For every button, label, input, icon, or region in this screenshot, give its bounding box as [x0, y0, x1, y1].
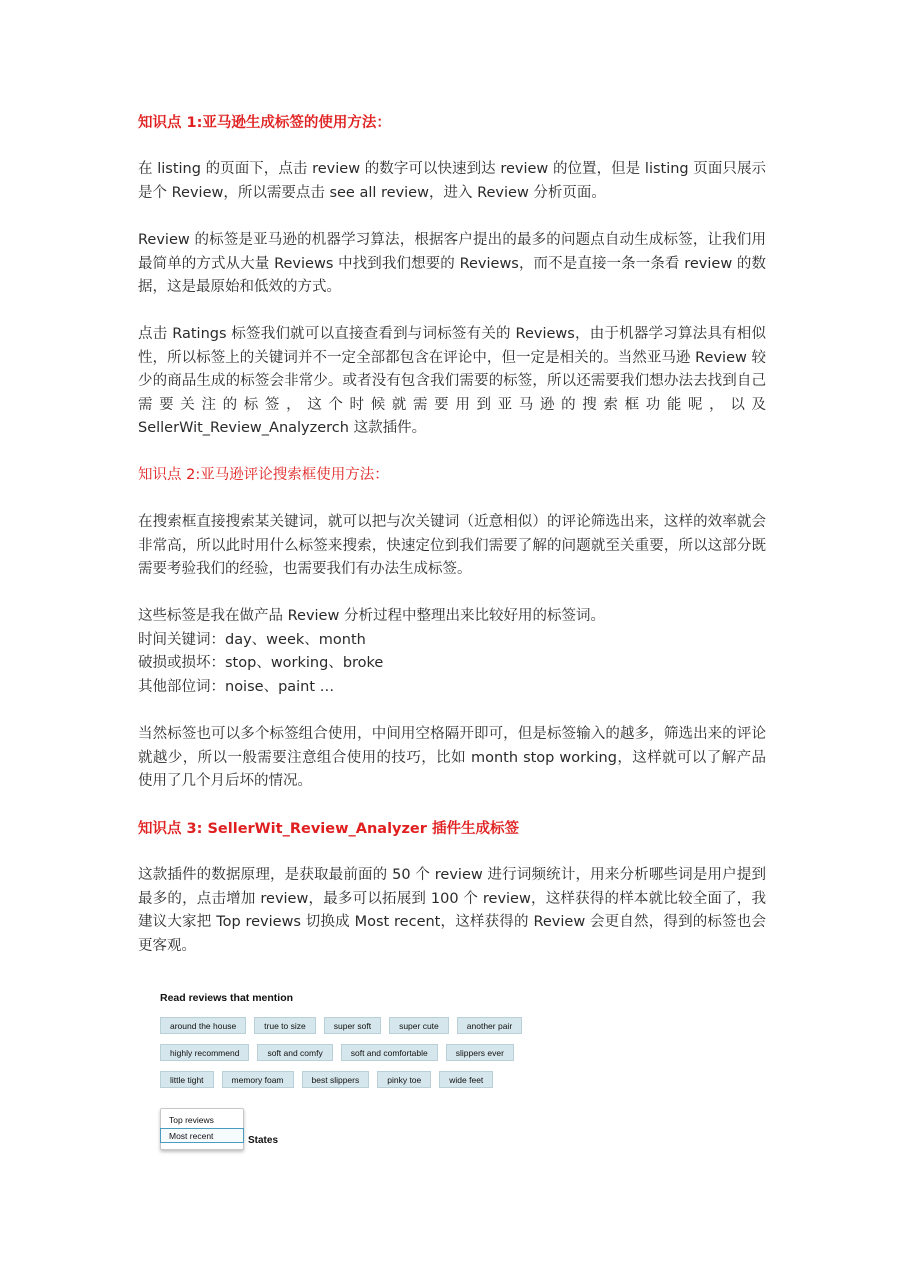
section1-paragraph-2: Review 的标签是亚马逊的机器学习算法，根据客户提出的最多的问题点自动生成标签，让我们用最简单的方式从大量 Reviews 中找到我们想要的 Reviews，而不是直接一条一条看 review 的数据，这是最原始和低效的方式。 — [138, 232, 766, 295]
review-tag[interactable]: super soft — [324, 1017, 381, 1034]
section1-heading: 知识点 1:亚马逊生成标签的使用方法： — [138, 115, 391, 131]
section1-paragraph-1: 在 listing 的页面下，点击 review 的数字可以快速到达 review 的位置，但是 listing 页面只展示是个 Review，所以需要点击 see all review，进入 Review 分析页面。 — [138, 161, 766, 201]
keyword-line-damage: 破损或损坏：stop、working、broke — [138, 655, 384, 671]
review-tag[interactable]: best slippers — [302, 1071, 370, 1088]
review-tag[interactable]: little tight — [160, 1071, 214, 1088]
sort-option-top-reviews[interactable]: Top reviews — [169, 1115, 214, 1125]
read-reviews-title: Read reviews that mention — [160, 992, 294, 1004]
states-label: States — [248, 1135, 279, 1146]
tag-row-1 — [160, 1017, 522, 1034]
review-tag[interactable]: soft and comfy — [257, 1044, 332, 1061]
review-tag[interactable]: pinky toe — [377, 1071, 431, 1088]
review-tags-screenshot — [160, 990, 560, 1160]
section2-heading: 知识点 2:亚马逊评论搜索框使用方法： — [138, 467, 389, 483]
section3-heading: 知识点 3: SellerWit_Review_Analyzer 插件生成标签 — [138, 821, 519, 837]
keyword-line-time: 时间关键词：day、week、month — [138, 632, 366, 648]
section1-paragraph-3: 点击 Ratings 标签我们就可以直接查看到与词标签有关的 Reviews，由于机器学习算法具有相似性，所以标签上的关键词并不一定全部都包含在评论中，但一定是相关的。当然亚马逊 Review 较少的商品生成的标签会非常少。或者没有包含我们需要的标签，所以还需要我们想办法去找到自己需要关注的标签，这个时候就需要用到亚马逊的搜索框功能呢，以及 SellerWit_Review_Analyzerch 这款插件。 — [138, 326, 766, 436]
keyword-line-parts: 其他部位词：noise、paint … — [138, 679, 335, 695]
review-tag[interactable]: slippers ever — [446, 1044, 514, 1061]
review-tag[interactable]: true to size — [254, 1017, 316, 1034]
review-tag[interactable]: soft and comfortable — [341, 1044, 438, 1061]
sort-option-most-recent[interactable]: Most recent — [160, 1128, 244, 1143]
section3-paragraph: 这款插件的数据原理，是获取最前面的 50 个 review 进行词频统计，用来分析哪些词是用户提到最多的，点击增加 review，最多可以拓展到 100 个 review，这样获得的样本就比较全面了，我建议大家把 Top reviews 切换成 Most recent，这样获得的 Review 会更自然，得到的标签也会更客观。 — [138, 867, 766, 954]
review-tag[interactable]: wide feet — [439, 1071, 493, 1088]
review-tag[interactable]: super cute — [389, 1017, 449, 1034]
review-tag[interactable]: around the house — [160, 1017, 246, 1034]
sort-dropdown[interactable] — [160, 1108, 244, 1150]
review-tag[interactable]: memory foam — [222, 1071, 294, 1088]
section2-paragraph-1: 在搜索框直接搜索某关键词，就可以把与次关键词（近意相似）的评论筛选出来，这样的效率就会非常高，所以此时用什么标签来搜索，快速定位到我们需要了解的问题就至关重要，所以这部分既需要考验我们的经验，也需要我们有办法生成标签。 — [138, 514, 766, 577]
review-tag[interactable]: another pair — [457, 1017, 522, 1034]
section2-paragraph-2: 当然标签也可以多个标签组合使用，中间用空格隔开即可，但是标签输入的越多，筛选出来的评论就越少，所以一般需要注意组合使用的技巧，比如 month stop working，这样就可以了解产品使用了几个月后坏的情况。 — [138, 726, 766, 789]
tag-intro-line: 这些标签是我在做产品 Review 分析过程中整理出来比较好用的标签词。 — [138, 608, 605, 624]
tag-row-3 — [160, 1071, 493, 1088]
tag-row-2 — [160, 1044, 514, 1061]
review-tag[interactable]: highly recommend — [160, 1044, 249, 1061]
